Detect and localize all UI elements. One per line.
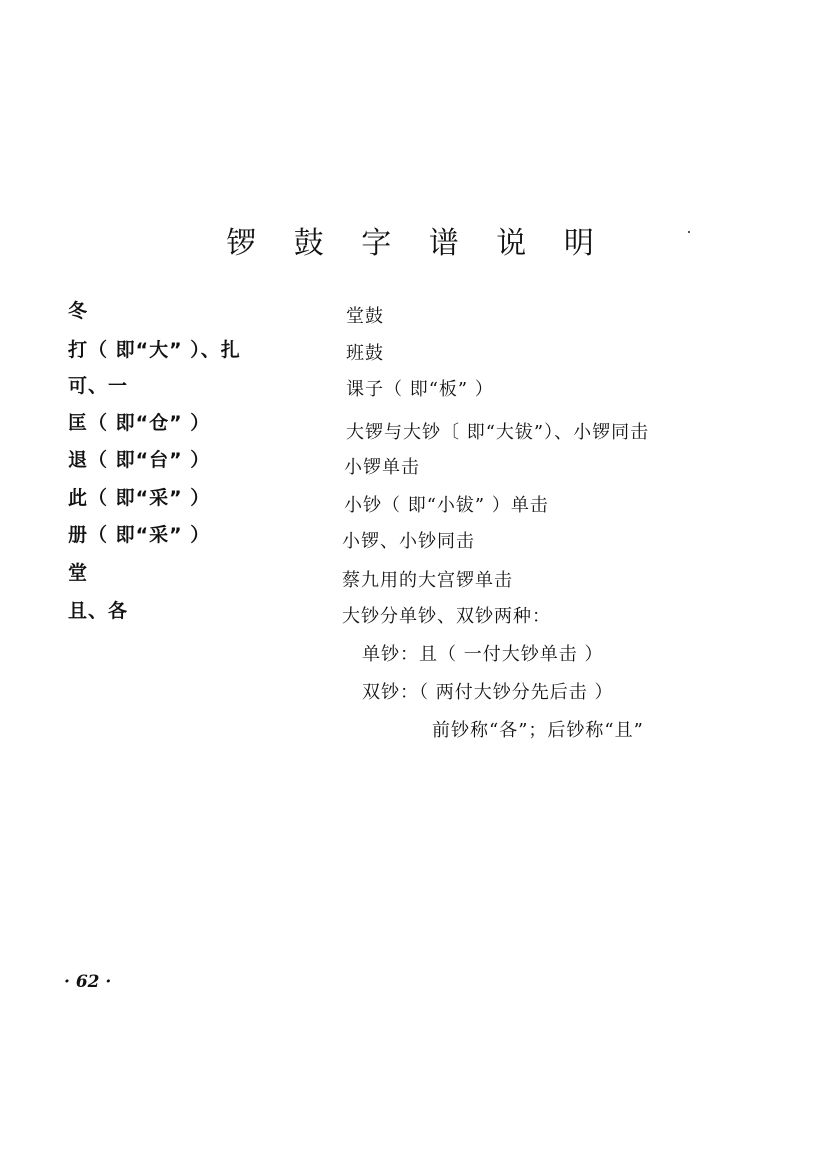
scan-speck [688,231,690,233]
entry-term: 退（ 即“台” ） [68,449,211,471]
entry-desc: 蔡九用的大宫锣单击 [342,570,513,591]
entry-term: 册（ 即“采” ） [68,524,211,546]
entry-term: 打（ 即“大” ）、扎 [68,339,241,361]
page-title: 锣 鼓 字 谱 说 明 [226,226,608,261]
entry-term: 此（ 即“采” ） [68,487,211,509]
entry-row [0,408,826,443]
entry-desc: 小锣单击 [344,457,420,478]
entry-desc: 大钞分单钞、双钞两种： [342,606,551,627]
entry-term: 可、一 [68,375,129,397]
entry-desc: 课子（ 即“板” ） [346,379,494,400]
entry-row [0,296,826,326]
sub-line: 前钞称“各”；后钞称“且” [432,720,644,741]
entry-row [0,558,826,591]
entry-desc: 小钞（ 即“小钹” ）单击 [344,495,549,516]
entry-row [0,335,826,365]
entry-row [0,371,826,401]
entry-desc: 大锣与大钞〔 即“大钹”）、小锣同击 [346,422,650,443]
entry-term: 且、各 [68,600,129,622]
page-number: · 62 · [64,972,112,992]
sub-line: 双钞：（ 两付大钞分先后击 ） [362,682,614,703]
entry-row [0,483,826,516]
entry-row [0,445,826,478]
entry-row [0,596,826,626]
entry-term: 匡（ 即“仓” ） [68,412,211,434]
entry-term: 堂 [68,562,89,584]
entry-desc: 小锣、小钞同击 [342,531,475,552]
entry-desc: 班鼓 [346,343,384,364]
entry-desc: 堂鼓 [346,306,384,327]
entry-term: 冬 [68,300,89,322]
entry-row [0,520,826,550]
sub-line: 单钞：且（ 一付大钞单击 ） [362,644,604,665]
